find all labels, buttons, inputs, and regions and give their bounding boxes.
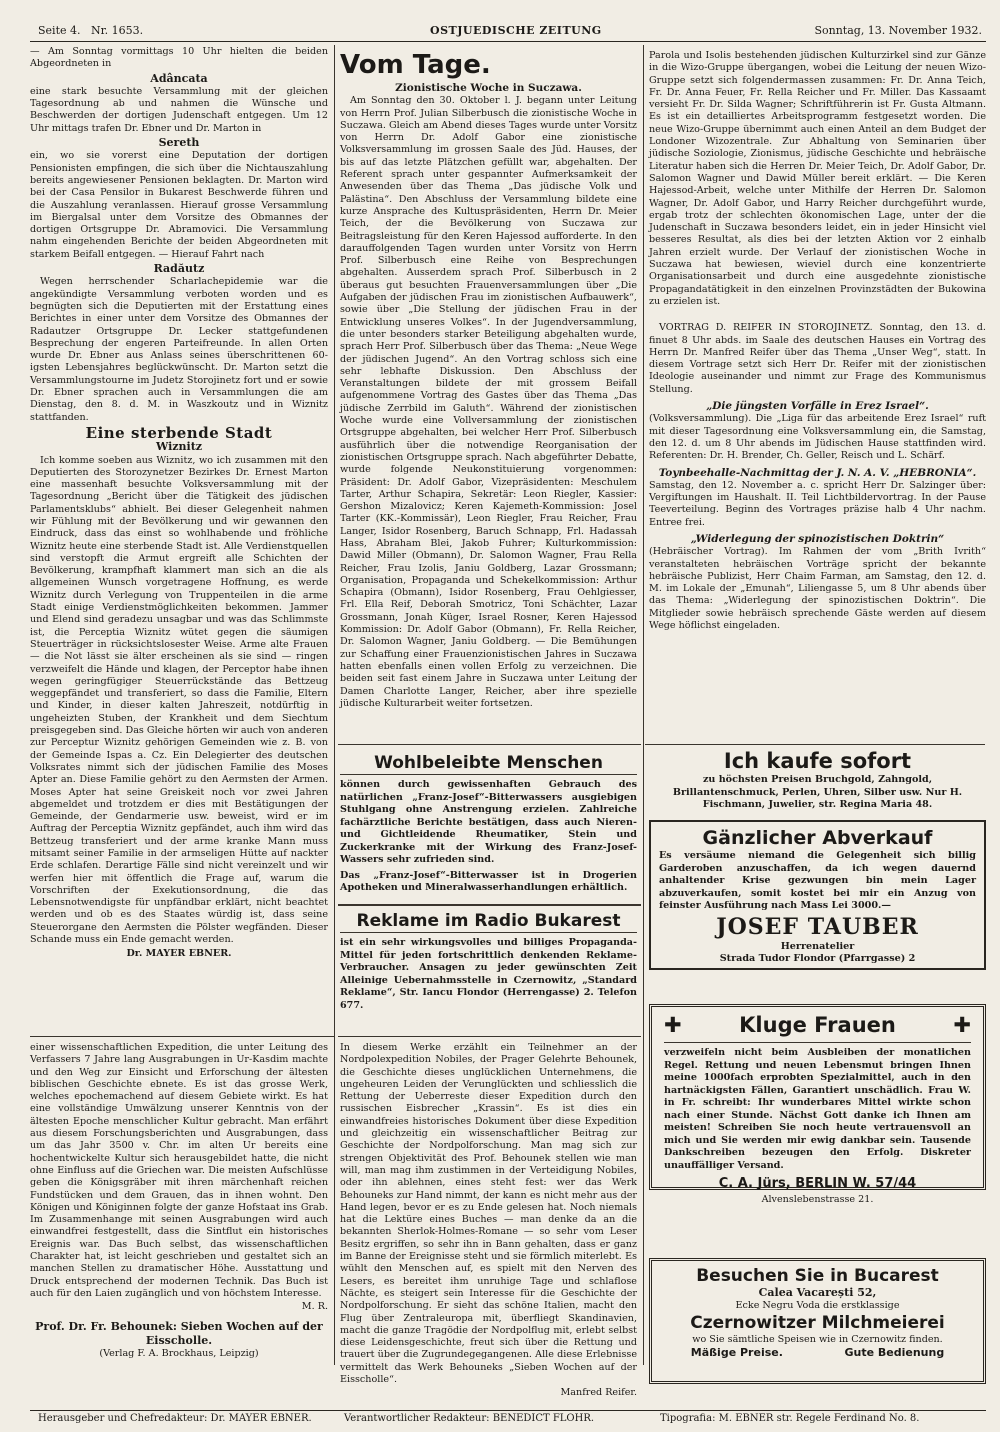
- ad-radio-text: ist ein sehr wirkungsvolles und billiges Propaganda-Mittel für jeden fortschrittlich denkenden Reklame-Verbraucher. Ansagen zu jeder gewünschten Zeit Alleinige Uebernahmsstelle in Czernowitz, „Standard Reklame“, Str. Iancu Flondor (Herrengasse) 2. Telefon 677.: [340, 937, 637, 1011]
- ad-kaufe-text: zu höchsten Preisen Bruchgold, Zahngold, Brillantenschmuck, Perlen, Uhren, Silber usw. Nur H. Fischmann, Juwelier, str. Regina Maria 48.: [672, 774, 963, 810]
- book-review-signature: M. R.: [301, 1301, 328, 1313]
- book-text: In diesem Werke erzählt ein Teilnehmer an der Nordpolexpedition Nobiles, der Prager Gelehrte Behounek, die Geschichte dieses unglücklichen Unternehmens, die ungeheuren Leiden der Verunglückten und schliesslich die Rettung der Ueberreste dieser Expedition durch den russischen Eisbrecher „Krassin“. Es ist dies ein einwandfreies historisches Dokument über diese Expedition und gleichzeitig ein wissenschaftlicher Beitrag zur Geschichte der Nordpolforschung. Man mag sich zur strengen Objektivität des Prof. Behounek stellen wie man will, man mag ihm zustimmen in der Verteidigung Nobiles, oder ihn ablehnen, eines steht fest: wer das Werk Behouneks zur Hand nimmt, der kann es nicht mehr aus der Hand legen, bevor er es zu Ende gelesen hat. Noch niemals hat die Lektüre eines Buches — man denke da an die bekannten Sherlok-Holmes-Romane — so sehr vom Leser Besitz ergriffen, so sehr ihn in Bann gehalten, dass er ganz im Banne der Ereignisse steht und sie förmlich miterlebt. Es wühlt den Menschen auf, es spielt mit den Nerven des Lesers, es bereitet ihm unruhige Tage und schlaflose Nächte, es steigert sein Interesse für die Geschichte der Nordpolforschung. Er sieht das schöne Italien, macht den Flug über Zentraleuropa mit, überfliegt Skandinavien, macht die ganze Tragödie der Nordpolflug mit, erlebt selbst diese Leidensgeschichte, freut sich über die Rettung und trauert über die Zugrundegegangenen. Alle diese Erlebnisse vermittelt das Werk Behouneks „Sieben Wochen auf der Eisscholle“.: [340, 1042, 637, 1386]
- section-title-sereth: Sereth: [158, 136, 200, 150]
- ad-abverkauf-title: Gänzlicher Abverkauf: [702, 827, 933, 849]
- section-heading: Vom Tage.: [340, 50, 491, 80]
- heading-erez-israel: „Die jüngsten Vorfälle in Erez Israel“.: [706, 400, 929, 413]
- middle-column-rule: [338, 744, 641, 745]
- article-text: Ich komme soeben aus Wiznitz, wo ich zusammen mit den Deputierten des Storozynetzer Bezirkes Dr. Ernest Marton eine massenhaft besuchte Volksversammlung mit der Tagesordnung „Bericht über die Tätigkeit des jüdischen Parlamentsklubs“ abhielt. Bei dieser Gelegenheit nahmen wir Fühlung mit der Bevölkerung und wir gewannen den Eindruck, dass das einst so wohlhabende und fröhliche Wiznitz heute eine sterbende Stadt ist. Alle Verdienstquellen sind verstopft die Armut ergreift alle Schichten der Bevölkerung, krampfhaft klammert man sich an die als allgemeinen Wunsch vorgetragene Hoffnung, es werde Wiznitz durch Verlegung von Truppenteilen in die arme Stadt einige Verdienstmöglichkeiten bekommen. Jammer und Elend sind geradezu unsagbar und was das Schlimmste ist, die Perceptia Wiznitz wütet gegen die säumigen Steuerträger in rücksichtslosester Weise. Arme alte Frauen — die Not lässt sie älter erscheinen als sie sind — ringen verzweifelt die Hände und klagen, der Perceptor habe ihnen wegen geringfügiger Steuerrückstände das Bettzeug weggepfändet und transferiert, so dass die Familie, Eltern und Kinder, in dieser kalten Jahreszeit, notdürftig in ungeheizten Stuben, der Krankheit und dem Siechtum preisgegeben sind. Das Gleiche hörten wir auch von anderen zur Perceptur Wiznitz gehörigen Gemeinden wie z. B. von der Gemeinde Ispas a. Cz. Ein Delegierter des deutschen Volksrates nimmt sich der jüdischen Familie des Moses Apter an. Diese Familie gehört zu den Aermsten der Armen. Moses Apter hat seine Greiskeit noch vor zwei Jahren abgemeldet und trotzdem er dies mit Bestätigungen der Gemeinde, der Gendarmerie usw. beweist, wird er im Auftrag der Perceptia Wiznitz gepfändet, auch ihm wird das Bettzeug transferiert und der arme kranke Mann muss mitsamt seiner Familie in der armseligen Hütte auf nackter Erde schlafen. Derartige Fälle sind nicht vereinzelt und wir werfen hier mit öffentlich die Frage auf, warum die Vorschriften der Exekutionsordnung, die das Lebensnotwendigste für unpfändbar erklärt, nicht beachtet werden und ob es des Staates würdig ist, dass seine Steuerorgane den Aermsten die Pölster wegfänden. Dieser Schande muss ein Ende gemacht werden.: [30, 454, 328, 946]
- section-text-adancata: eine stark besuchte Versammlung mit der gleichen Tagesordnung ab und nahmen die Wünsche und Beschwerden der dortigen Judenschaft entgegen. Um 12 Uhr mittags trafen Dr. Ebner und Dr. Marton in: [30, 85, 328, 134]
- footer-publisher: Herausgeber und Chefredakteur: Dr. MAYER EBNER.: [38, 1413, 312, 1424]
- cross-icon: ✚: [664, 1013, 682, 1037]
- header-rule: [30, 41, 986, 42]
- section-text-radautz: Wegen herrschender Scharlachepidemie war die angekündigte Versammlung verboten worden und es begnügten sich die Deputierten mit der Erstattung eines Berichtes in einer unter dem Vorsitze des Obmannes der Radautzer Ortsgruppe Dr. Lecker stattgefundenen Besprechung der engeren Parteifreunde. In allen Orten wurde Dr. Ebner aus Anlass seines überschrittenen 60-igsten Lebensjahres beglückwünscht. Dr. Marton setzt die Versammlungstourne im Judetz Storojinetz fort und er sowie Dr. Ebner sprachen auch in Versammlungen die am Dienstag, den 8. d. M. in Waszkoutz und in Wiznitz stattfanden.: [30, 276, 328, 423]
- cross-icon: ✚: [953, 1013, 971, 1037]
- ad-bucarest-slogans: [660, 1347, 975, 1360]
- ad-ich-kaufe: [649, 748, 986, 810]
- article-place: Wiznitz: [155, 440, 203, 454]
- book-title: Prof. Dr. Fr. Behounek: Sieben Wochen auf der Eisscholle.: [35, 1319, 323, 1347]
- ad-abverkauf: [649, 820, 986, 970]
- ad-kaufe-title: Ich kaufe sofort: [723, 749, 912, 773]
- ad-abverkauf-text: Es versäume niemand die Gelegenheit sich billig Garderoben anzuschaffen, da ich wegen dauernd anhaltender Krise gezwungen bin mein Lager abzuverkaufen, somit kostet bei mir ein Anzug von feinster Ausführung nach Mass Lei 3000.—: [659, 850, 976, 911]
- ad-wohlbeleibte-title: Wohlbeleibte Menschen: [340, 752, 637, 775]
- page-number: [38, 24, 143, 37]
- ad-kluge-title: Kluge Frauen: [739, 1013, 896, 1037]
- lecture-storojinetz: VORTRAG D. REIFER IN STOROJINETZ. Sonntag, den 13. d. finuet 8 Uhr abds. im Saale des deutschen Hauses ein Vortrag des Herrn Dr. Manfred Reifer über das Thema „Unser Weg“, statt. In diesem Vortrage setzt sich Herr Dr. Reifer mit der zionistischen Ideologie auseinander und nimmt zur Frage des Kommunismus Stellung.: [649, 322, 986, 395]
- ad-kluge-frauen: [649, 1004, 986, 1205]
- middle-column: [340, 50, 637, 740]
- book-publisher: (Verlag F. A. Brockhaus, Leipzig): [99, 1347, 259, 1359]
- spinoza-text: (Hebräischer Vortrag). Im Rahmen der vom „Brith Ivrith“ veranstalteten hebräischen Vorträge spricht der bekannte hebräische Publizist, Herr Chaim Farman, am Samstag, den 12. d. M. im Lokale der „Emunah“, Liliengasse 5, um 8 Uhr abends über das Thema: „Widerlegung der spinozistischen Doktrin“. Die Mitglieder sowie hebräisch sprechende Gäste werden auf diesem Wege höflichst eingeladen.: [649, 546, 986, 632]
- ad-kluge-firm: C. A. Jürs, BERLIN W. 57/44: [718, 1176, 917, 1191]
- middle-bottom-rule: [338, 1036, 641, 1037]
- column-divider-right: [643, 45, 644, 1365]
- article-title: Eine sterbende Stadt: [85, 423, 273, 442]
- article-signature: Dr. MAYER EBNER.: [126, 948, 232, 960]
- ad-radio-title: Reklame im Radio Bukarest: [340, 910, 637, 933]
- bottom-left-column: [30, 1042, 328, 1410]
- book-review-text: einer wissenschaftlichen Expedition, die unter Leitung des Verfassers 7 Jahre lang Ausgrabungen in Ur-Kasdim machte und den Weg zur Einsicht und Erforschung der ältesten biblischen Geschichte ebnete. Es ist das grosse Werk, welches epochemachend auf diesem Gebiete wirkt. Es hat eine vollständige Umwälzung unserer Kenntnis von der ältesten Epoche menschlicher Kultur gebracht. Man erfährt aus diesem Forschungsberichten und Ausgrabungen, dass um das Jahr 3500 v. Chr. im alten Ur bereits eine hochentwickelte Kultur sich herausgebildet hatte, die nicht ohne Einfluss auf die Griechen war. Die meisten Aufschlüsse geben die Königsgräber mit ihren märchenhaft reichen Fundstücken und dem Grauen, das in ihnen wohnt. Den Königen und Königinnen folgte der ganze Hofstaat ins Grab. Im Zusammenhange mit seinen Ausgrabungen wird auch einwandfrei festgestellt, dass die Sintflut ein historisches Ereignis war. Das Buch selbst, das wissenschaftlichen Charakter hat, ist leicht geschrieben und gestaltet sich an manchen Stellen zu dramatischer Höhe. Ausstattung und Druck entsprechend der modernen Technik. Das Buch ist auch für den Laien zugänglich und von höchstem Interesse.: [30, 1042, 328, 1299]
- left-column: [30, 46, 328, 1034]
- ad-wohlbeleibte-text: können durch gewissenhaften Gebrauch des natürlichen „Franz-Josef“-Bitterwassers ausgiebigen Stuhlgang ohne Anstrengung erzielen. Zahlreiche fachärztliche Berichte bestätigen, dass auch Nieren- und Gichtleidende Rheumatiker, Stein und Zuckerkranke mit der Wirkung des Franz-Josef-Wassers sehr zufrieden sind.: [340, 779, 637, 865]
- footer-rule: [30, 1410, 986, 1411]
- ad-abverkauf-name: JOSEF TAUBER: [716, 913, 919, 940]
- ad-kluge-text: verzweifeln nicht beim Ausbleiben der monatlichen Regel. Rettung und neuen Lebensmut bringen Ihnen meine 1000fach erprobten Spezialmittel, auch in den hartnäckigsten Fällen, Garantiert unschädlich. Frau W. in Fr. schreibt: Ihr wunderbares Mittel wirkte schon nach einer Stunde. Nächst Gott danke ich Ihnen am meisten! Schreiben Sie noch heute vertrauensvoll an mich und Sie werden mir ewig dankbar sein. Tausende Dankschreiben bezeugen den Erfolg. Diskreter unauffälliger Versand.: [664, 1047, 971, 1171]
- ad-kluge-address: Alvenslebenstrasse 21.: [761, 1194, 874, 1205]
- section-title-radautz: Radăutz: [153, 262, 205, 276]
- ad-bucarest-text: wo Sie sämtliche Speisen wie in Czernowitz finden.: [692, 1334, 943, 1345]
- issue-date: Sonntag, 13. November 1932.: [814, 24, 982, 37]
- masthead-title: OSTJUEDISCHE ZEITUNG: [430, 24, 602, 37]
- section-text-sereth: ein, wo sie vorerst eine Deputation der dortigen Pensionisten empfingen, die sich über die Nichtauszahlung bereits angewiesener Pensionen beklagten. Dr. Marton wird bei der Casa Pensilor in Bukarest Beschwerde führen und die Auszahlung veranlassen. Hierauf grosse Versammlung im Biergalsal unter dem Vorsitze des Obmannes der dortigen Ortsgruppe Dr. Abramovici. Die Versammlung nahm eingehenden Berichte der beiden Abgeordneten mit starkem Beifall entgegen. — Hierauf Fahrt nach: [30, 150, 328, 260]
- right-column-rule: [645, 744, 985, 745]
- erez-israel-text: (Volksversammlung). Die „Liga für das arbeitende Erez Israel“ ruft mit dieser Tagesordnung eine Volksversammlung ein, die Samstag, den 12. d. um 8 Uhr abends im Jüdischen Hause stattfinden wird. Referenten: Dr. H. Brender, Ch. Geller, Reisch und L. Schärf.: [649, 413, 986, 462]
- bottom-middle-column: [340, 1042, 637, 1410]
- wizo-text: Parola und Isolis bestehenden jüdischen Kulturzirkel sind zur Gänze in die Wizo-Gruppe übergangen, wobei die Leitung der neuen Wizo-Gruppe setzt sich folgendermassen zusammen: Fr. Dr. Anna Teich, Fr. Dr. Anna Feuer, Fr. Rella Reicher und Fr. Miller. Das Kassaamt versieht Fr. Dr. Silda Wagner; Schriftführerin ist Fr. Gusta Altmann. Es ist ein detailliertes Arbeitsprogramm festgesetzt worden. Die neue Wizo-Gruppe übernimmt auch einen Anteil an dem Budget der Londoner Wizozentrale. Zur Abhaltung von Seminarien über jüdische Soziologie, Zionismus, jüdische Geschichte und hebräische Literatur haben sich die Herren Dr. Meier Teich, Dr. Adolf Gabor, Dr. Salomon Wagner und Dawid Müller bereit erklärt. — Die Keren Hajessod-Arbeit, welche unter Mithilfe der Herren Dr. Salomon Wagner, Dr. Adolf Gabor, und Harry Reicher durchgeführt wurde, ergab trotz der schlechten ökonomischen Lage, unter der die Judenschaft in Suczawa besonders leidet, ein in jeder Hinsicht viel besseres Resultat, als dies bei der letzten Aktion vor 2 einhalb Jahren erzielt wurde. Der Verlauf der zionistischen Woche in Suczawa hat bewiesen, wieviel durch eine konzentrierte Organisationsarbeit und durch eine ausgedehnte zionistische Propagandatätigkeit in den einzelnen Provinzstädten der Bukowina zu erzielen ist.: [649, 50, 986, 307]
- footer-editor: Verantwortlicher Redakteur: BENEDICT FLOHR.: [344, 1413, 595, 1424]
- book-signature: Manfred Reifer.: [560, 1387, 637, 1399]
- ad-bucarest-slogan-service: Gute Bedienung: [844, 1345, 945, 1359]
- ad-bucarest: [649, 1258, 986, 1384]
- ad-bucarest-title: Besuchen Sie in Bucarest: [696, 1266, 939, 1286]
- left-column-rule: [30, 1036, 334, 1037]
- ad-bucarest-name: Czernowitzer Milchmeierei: [690, 1313, 945, 1333]
- ad-abverkauf-trade: Herrenatelier: [780, 940, 855, 952]
- zionist-week-text: Am Sonntag den 30. Oktober l. J. begann unter Leitung von Herrn Prof. Julian Silberbusch die zionistische Woche in Suczawa. Gleich am Abend dieses Tages wurde unter Vorsitz von Herrn Dr. Adolf Gabor eine zionistische Volksversammlung im grossen Saale des Jüd. Hauses, der bis auf das letzte Plätzchen gefüllt war, abgehalten. Der Referent sprach unter gespannter Aufmerksamkeit der Anwesenden über das Thema „Das jüdische Volk und Palästina“. Den Abschluss der Versammlung bildete eine kurze Ansprache des Kultuspräsidenten, Herrn Dr. Meier Teich, der die Bevölkerung von Suczawa zur Beitragsleistung für den Keren Hajessod aufforderte. In den darauffolgenden Tagen wurden unter Vorsitz von Herrn Prof. Silberbusch eine Reihe von Besprechungen abgehalten. Ausserdem sprach Prof. Silberbusch in 2 überaus gut besuchten Frauenversammlungen über „Die Aufgaben der jüdischen Frau im zionistischen Aufbauwerk“, sowie über „Die Stellung der jüdischen Frau in der Entwicklung unseres Volkes“. In der Jugendversammlung, die unter besonders starker Beteiligung abgehalten wurde, sprach Herr Prof. Silberbusch über das Thema: „Neue Wege der jüdischen Jugend“. An den Vortrag schloss sich eine sehr lebhafte Diskussion. Den Abschluss der Veranstaltungen bildete der mit grossem Beifall aufgenommene Vortrag des Gastes über das Thema „Das jüdische Zerrbild im Galuth“. Während der zionistischen Woche wurde eine Vollversammlung der zionistischen Ortsgruppe abgehalten, bei welcher Herr Prof. Silberbusch ausführlich über die notwendige Reorganisation der zionistischen Ortsgruppe sprach. Nach abgeführter Debatte, wurde folgende Neukonstituierung vorgenommen: Präsident: Dr. Adolf Gabor, Vizepräsidenten: Meschulem Tarter, Arthur Schapira, Sekretär: Leon Riegler, Kassier: Gershon Mizalovicz; Keren Kajemeth-Kommission: Josel Tarter (KK.-Kommissär), Leon Riegler, Frau Reicher, Frau Langer, Isidor Rosenberg, Baruch Schnapp, Frl. Hadassah Hass, Abraham Blei, Jakob Fuhrer; Kulturkommission: Dawid Miller (Obmann), Dr. Salomon Wagner, Frau Rella Reicher, Frau Izolis, Janiu Goldberg, Lazar Grossmann; Organisation, Propaganda und Schekelkommission: Arthur Schapira (Obmann), Isidor Rosenberg, Frau Oehlgiesser, Frl. Ella Reif, Deborah Smotricz, Toni Schächter, Lazar Grossmann, Jonah Küger, Israel Rosner, Keren Hajessod Kommission: Dr. Adolf Gabor (Obmann), Fr. Rella Reicher, Dr. Salomon Wagner, Janiu Goldberg. — Die Bemühungen zur Schaffung einer Frauenzionistischen Jahres in Suczawa hatten ebenfalls einen vollen Erfolg zu verzeichnen. Die beiden seit fast einem Jahre in Suczawa unter Leitung der Damen Charlotte Langer, Reicher, aber ihre spezielle jüdische Kulturarbeit weiter fortsetzen.: [340, 95, 637, 709]
- hebronia-text: Samstag, den 12. November a. c. spricht Herr Dr. Salzinger über: Vergiftungen im Haushalt. II. Teil Lichtbildervortrag. In der Pause Teeverteilung. Beginn des Vortrages präzise halb 4 Uhr nachm. Entree frei.: [649, 479, 986, 528]
- right-column: [649, 50, 986, 740]
- heading-hebronia: Toynbeehalle-Nachmittag der J. N. A. V. „HEBRONIA“.: [658, 466, 977, 479]
- ad-bucarest-address: Calea Vacarești 52,: [758, 1286, 877, 1299]
- ad-kluge-rule: [664, 1042, 971, 1043]
- ad-divider: [338, 904, 641, 906]
- heading-spinoza: „Widerlegung der spinozistischen Doktrin“: [690, 532, 945, 545]
- ad-wohlbeleibte: [340, 752, 637, 892]
- page-label: Seite 4.: [38, 24, 81, 37]
- footer-printer: Tipografia: M. EBNER str. Regele Ferdinand No. 8.: [660, 1413, 920, 1424]
- column-divider-left: [334, 45, 335, 1365]
- ad-wohlbeleibte-availability: Das „Franz-Josef“-Bitterwasser ist in Drogerien Apotheken und Mineralwasserhandlungen erhältlich.: [340, 869, 637, 893]
- issue-number: Nr. 1653.: [91, 24, 144, 37]
- ad-kluge-header: [664, 1011, 971, 1039]
- ad-bucarest-slogan-prices: Mäßige Preise.: [690, 1345, 783, 1359]
- ad-abverkauf-address: Strada Tudor Flondor (Pfarrgasse) 2: [719, 953, 916, 964]
- intro-paragraph: — Am Sonntag vormittags 10 Uhr hielten die beiden Abgeordneten in: [30, 46, 328, 70]
- section-title-adancata: Adâncata: [150, 71, 208, 85]
- ad-bucarest-corner: Ecke Negru Voda die erstklassige: [735, 1299, 900, 1311]
- ad-radio-bukarest: [340, 910, 637, 1032]
- subheading-zionist-week: Zionistische Woche in Suczawa.: [395, 82, 582, 94]
